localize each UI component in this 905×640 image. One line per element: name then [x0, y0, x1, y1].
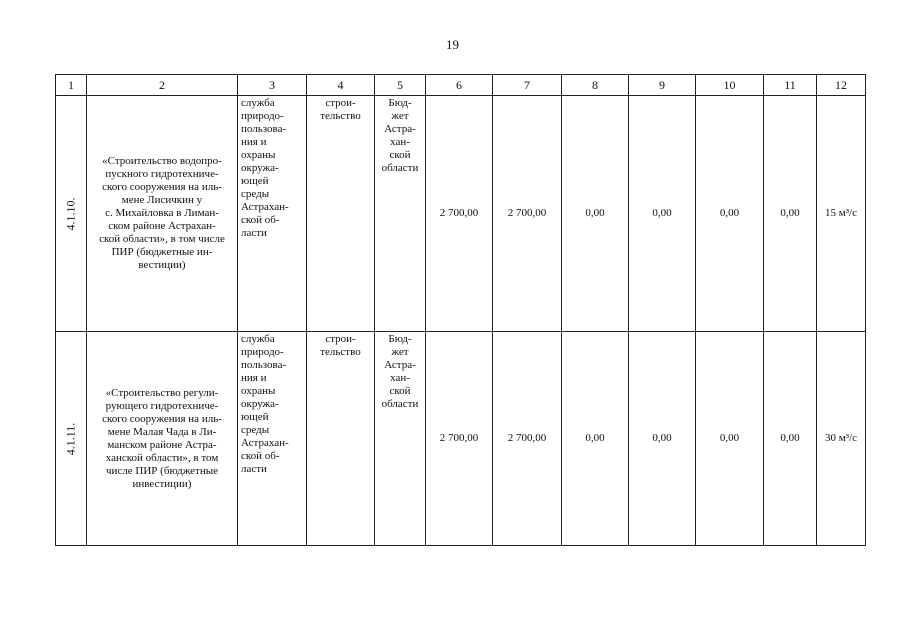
value-col-6: 2 700,00 [426, 96, 493, 332]
column-header: 12 [817, 75, 866, 96]
value-col-8: 0,00 [562, 96, 629, 332]
value-col-9: 0,00 [629, 332, 696, 546]
column-header: 3 [238, 75, 307, 96]
funding-source: Бюд- жет Астра- хан- ской области [375, 96, 426, 332]
column-header: 2 [87, 75, 238, 96]
executor: служба природо- пользова- ния и охраны окружа- ющей среды Астрахан- ской об- ласти [238, 332, 307, 546]
column-header: 8 [562, 75, 629, 96]
value-col-7: 2 700,00 [493, 332, 562, 546]
column-header: 11 [764, 75, 817, 96]
value-col-12: 30 м³/с [817, 332, 866, 546]
value-col-8: 0,00 [562, 332, 629, 546]
project-name: «Строительство регули- рующего гидротехниче- ского сооружения на иль- мене Малая Чада в Ли- манском районе Астра- ханской области», в том числе ПИР (бюджетные инвестиции) [87, 332, 238, 546]
column-header: 6 [426, 75, 493, 96]
row-index: 4.1.10. [63, 197, 78, 230]
value-col-10: 0,00 [696, 96, 764, 332]
column-header: 5 [375, 75, 426, 96]
direction: строи- тельство [307, 332, 375, 546]
page-number: 19 [446, 37, 459, 52]
row-index-cell [56, 96, 87, 332]
header-row [56, 75, 866, 96]
value-col-11: 0,00 [764, 96, 817, 332]
table-row [56, 96, 866, 332]
value-col-11: 0,00 [764, 332, 817, 546]
direction: строи- тельство [307, 96, 375, 332]
value-col-9: 0,00 [629, 96, 696, 332]
column-header: 1 [56, 75, 87, 96]
row-index: 4.1.11. [63, 422, 78, 455]
value-col-12: 15 м³/с [817, 96, 866, 332]
column-header: 10 [696, 75, 764, 96]
column-header: 9 [629, 75, 696, 96]
column-header: 4 [307, 75, 375, 96]
value-col-10: 0,00 [696, 332, 764, 546]
funding-source: Бюд- жет Астра- хан- ской области [375, 332, 426, 546]
program-table [55, 74, 866, 546]
project-name: «Строительство водопро- пускного гидротехниче- ского сооружения на иль- мене Лисичкин у с. Михайловка в Лиман- ском районе Астрахан- ской области», в том числе ПИР (бюджетные ин- вестиции) [87, 96, 238, 332]
value-col-7: 2 700,00 [493, 96, 562, 332]
table-row [56, 332, 866, 546]
value-col-6: 2 700,00 [426, 332, 493, 546]
executor: служба природо- пользова- ния и охраны окружа- ющей среды Астрахан- ской об- ласти [238, 96, 307, 332]
row-index-cell [56, 332, 87, 546]
column-header: 7 [493, 75, 562, 96]
